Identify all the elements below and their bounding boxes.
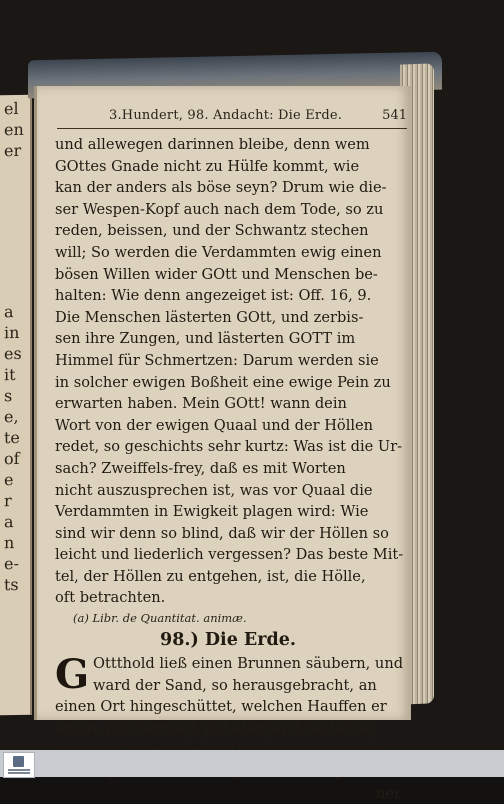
text-line: einen Ort hingeschüttet, welchen Hauffen er (55, 698, 387, 716)
text-line: bösen Willen wider GOtt und Menschen be- (55, 265, 378, 283)
left-page-fragment: el (4, 98, 19, 119)
running-title: 3.Hundert, 98. Andacht: Die Erde. (109, 108, 343, 123)
section-title: 98.) Die Erde. (160, 630, 296, 651)
page-number: 541 (382, 108, 407, 123)
text-line: sach? Zweiffels-frey, daß es mit Worten (55, 459, 346, 477)
left-page-fragment: er (4, 140, 22, 161)
left-page-fragment: e (4, 470, 14, 490)
left-page-fragment: ts (4, 574, 19, 595)
text-line: redet, so geschichts sehr kurtz: Was ist die Ur- (55, 438, 403, 456)
left-page-fragment: te (4, 427, 20, 448)
text-line: ward der Sand, so herausgebracht, an (93, 676, 377, 694)
text-line: will; So werden die Verdammten ewig einen (55, 243, 382, 261)
left-page-fragment: n (4, 533, 15, 553)
text-line: Die Menschen lästerten GOtt, und zerbis- (55, 308, 364, 326)
text-line: kan der anders als böse seyn? Drum wie die- (55, 179, 387, 197)
left-page-fragment: s (4, 386, 13, 406)
library-logo-icon[interactable] (3, 752, 35, 778)
text-line: und allewegen darinnen bleibe, denn wem (55, 136, 370, 153)
left-page-edge (0, 95, 32, 716)
text-line: reden, beissen, und der Schwantz stechen (55, 222, 369, 240)
right-page (34, 86, 411, 802)
logo-mark (13, 756, 24, 767)
text-line: Wort von der ewigen Quaal und der Höllen (55, 416, 374, 434)
left-page-fragment: e, (4, 406, 19, 427)
text-line: halten: Wie denn angezeiget ist: Off. 16, 9. (55, 287, 372, 305)
page-body (55, 134, 404, 804)
text-line: ser Wespen-Kopf auch nach dem Tode, so zu (55, 200, 384, 218)
left-page-fragment: en (4, 119, 24, 140)
left-page-fragment: in (4, 322, 20, 343)
text-line: oft betrachten. (55, 589, 166, 607)
drop-capital: G (55, 651, 90, 699)
text-line: Verdammten in Ewigkeit plagen wird: Wie (55, 503, 369, 521)
text-line: einige Zeit hernach mit allerley Kräuter be- (55, 719, 379, 737)
text-line: sind wir denn so blind, daß wir der Höllen so (55, 524, 389, 542)
left-page-fragment: es (4, 343, 22, 364)
text-line: Himmel für Schmertzen: Darum werden sie (55, 351, 379, 369)
catchword: ner (375, 784, 401, 802)
text-line: erwarten haben. Mein GOtt! wann dein (55, 395, 347, 413)
footnote: (a) Libr. de Quantitat. animæ. (73, 611, 247, 626)
text-line: leicht und liederlich vergessen? Das beste Mit- (55, 546, 404, 564)
text-line: in solcher ewigen Boßheit eine ewige Pein zu (55, 373, 391, 391)
left-page-fragment: a (4, 512, 14, 532)
logo-lettering (5, 768, 33, 774)
left-page-fragment: of (4, 448, 20, 469)
text-line: Ottthold ließ einen Brunnen säubern, und (93, 655, 404, 673)
left-page-fragment: it (4, 365, 16, 385)
left-page-fragment: e- (4, 553, 19, 574)
left-page-fragment: r (4, 491, 12, 511)
header-rule (57, 128, 407, 129)
text-line: tel, der Höllen zu entgehen, ist, die Hölle, (55, 567, 366, 585)
body-lines (55, 134, 404, 609)
text-line: nicht auszusprechen ist, was vor Quaal die (55, 481, 373, 499)
viewer-footer-bar (0, 750, 504, 777)
text-line: sen ihre Zungen, und lästerten GOTT im (55, 330, 356, 348)
left-page-fragment: a (4, 302, 14, 322)
text-line: GOttes Gnade nicht zu Hülfe kommt, wie (55, 157, 360, 175)
